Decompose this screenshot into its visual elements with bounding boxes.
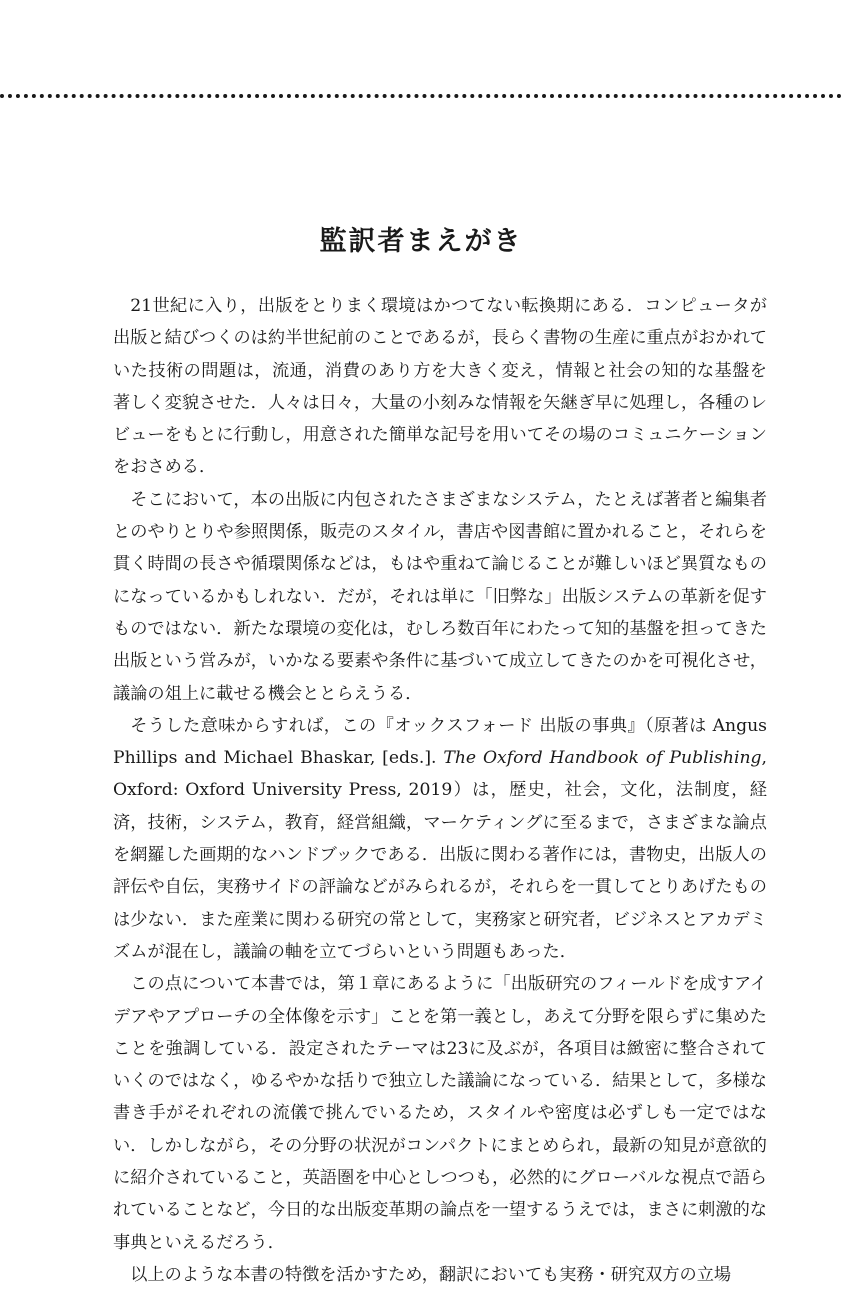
book-title-italic: The Oxford Handbook of Publishing	[443, 748, 762, 769]
paragraph-3	[113, 710, 767, 968]
dotted-header-rule	[0, 94, 842, 98]
paragraph-1: 21世紀に入り，出版をとりまく環境はかつてない転換期にある．コンピュータが出版と結びつくのは約半世紀前のことであるが，長らく書物の生産に重点がおかれていた技術の問題は，流通，消費のあり方を大きく変え，情報と社会の知的な基盤を著しく変貌させた．人々は日々，大量の小刻みな情報を矢継ぎ早に処理し，各種のレビューをもとに行動し，用意された簡単な記号を用いてその場のコミュニケーションをおさめる．	[113, 296, 767, 478]
paragraph-4: この点について本書では，第１章にあるように「出版研究のフィールドを成すアイデアやアプローチの全体像を示す」ことを第一義とし，あえて分野を限らずに集めたことを強調している．設定されたテーマは23に及ぶが，各項目は緻密に整合されていくのではなく，ゆるやかな括りで独立した議論になっている．結果として，多様な書き手がそれぞれの流儀で挑んでいるため，スタイルや密度は必ずしも一定ではない．しかしながら，その分野の状況がコンパクトにまとめられ，最新の知見が意欲的に紹介されていること，英語圏を中心としつつも，必然的にグローバルな視点で語られていることなど，今日的な出版変革期の論点を一望するうえでは，まさに刺激的な事典といえるだろう．	[113, 974, 767, 1253]
body-text	[113, 290, 767, 1291]
paragraph-3-before: そうした意味からすれば，この『オックスフォード 出版の事典』（原著は Angus Phillips and Michael Bhaskar, [eds.].	[113, 715, 767, 769]
paragraph-3-after: , Oxford: Oxford University Press, 2019）は，歴史，社会，文化，法制度，経済，技術，システム，教育，経営組織，マーケティングに至るまで，さまざまな論点を網羅した画期的なハンドブックである．出版に関わる著作には，書物史，出版人の評伝や自伝，実務サイドの評論などがみられるが，それらを一貫してとりあげたものは少ない．また産業に関わる研究の常として，実務家と研究者，ビジネスとアカデミズムが混在し，議論の軸を立てづらいという問題もあった．	[113, 748, 767, 962]
paragraph-5: 以上のような本書の特徴を活かすため，翻訳においても実務・研究双方の立場	[130, 1264, 732, 1285]
page-title: 監訳者まえがき	[319, 226, 523, 258]
paragraph-2: そこにおいて，本の出版に内包されたさまざまなシステム，たとえば著者と編集者とのやりとりや参照関係，販売のスタイル，書店や図書館に置かれること，それらを貫く時間の長さや循環関係などは，もはや重ねて論じることが難しいほど異質なものになっているかもしれない．だが，それは単に「旧弊な」出版システムの革新を促すものではない．新たな環境の変化は，むしろ数百年にわたって知的基盤を担ってきた出版という営みが，いかなる要素や条件に基づいて成立してきたのかを可視化させ，議論の俎上に載せる機会ととらえうる．	[113, 489, 767, 704]
